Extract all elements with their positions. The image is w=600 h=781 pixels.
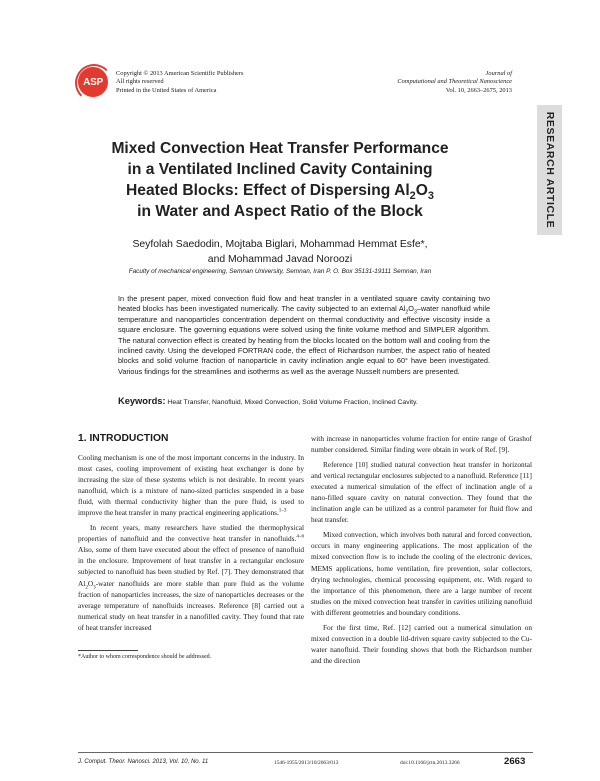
paragraph-text: Also, some of them have executed about the effect of presence of nanofluid in the enclosure. Improvement of heat transfer in a rectangular enclosure subjected to nanofluid has been studied by Ref. [7]. They demonstrated that Al <box>78 545 304 588</box>
title-sub: 2 <box>409 190 416 203</box>
paragraph: Mixed convection, which involves both natural and forced convection, occurs in many engineering applications. The most application of the mixed convection flow is to include the cooling of the electronic devices, MEMS applications, home ventilation, fire prevention, solar collectors, drying technologies, chemical processing equipment, etc. With regard to the importance of this phenomenon, there are a large number of recent studies on the mixed convection heat transfer in cavities utilizing nanofluid with different geometries and boundary conditions. <box>311 530 532 617</box>
formula-sub: 3 <box>93 583 96 590</box>
title-line4: in Water and Aspect Ratio of the Block <box>137 203 423 220</box>
left-column <box>78 433 304 637</box>
title-line1: Mixed Convection Heat Transfer Performance <box>111 140 449 157</box>
paragraph-text: O <box>87 578 94 588</box>
paragraph: with increase in nanoparticles volume fraction for entire range of Grashof number considered. Similar finding were obtain in work of Ref. [9]. <box>311 434 532 455</box>
abstract-text: In the present paper, mixed convection fluid flow and heat transfer in a ventilated square cavity containing two heated blocks has been investigated numerically. The cavity subjected to an external Al <box>118 294 490 314</box>
author-list <box>80 238 480 267</box>
paragraph-text: In recent years, many researchers have studied the thermophysical properties of nanofluid and the convective heat transfer in nanofluids. <box>78 523 304 544</box>
footer-issn: 1546-1955/2013/10/2663/013 <box>274 760 339 766</box>
paragraph-text: -water nanofluids are more stable than pure fluid as the volume fraction of nanoparticles increases, the size of nanoparticles decreases or the average temperature of nanofluids increases. Reference [8] carried out a numerical study on heat transfer in a nanofilled cavity. They found that rate of heat transfer increased <box>78 578 304 632</box>
title-line3 <box>80 180 480 201</box>
keywords-label: Keywords: <box>118 396 166 406</box>
paragraph-text: Cooling mechanism is one of the most important concerns in the industry. In most cases, cooling improvement of existing heat exchanger is done by increasing the size of these systems which is not desirable. In recent years nanofluid, which is a mixture of nano-sized particles suspended in a base fluid, with thermal conductivity higher than the pure fluid, is used to improve the heat transfer in many practical engineering applications. <box>78 453 304 518</box>
footer-doi: doi:10.1166/jctn.2013.3266 <box>400 760 460 766</box>
journal-line1: Journal of <box>485 70 512 77</box>
abstract-sub: 3 <box>413 309 417 316</box>
page-number: 2663 <box>504 756 526 767</box>
keywords <box>118 396 490 406</box>
formula-sub: 2 <box>85 583 88 590</box>
paragraph: Reference [10] studied natural convection heat transfer in horizontal and vertical rectangular enclosures subjected to a nanofluid. Reference [11] executed a numerical simulation of the effect of inclination angle of a nano-filled square cavity on natural convection. They found that the inclination angle can be utilized as a control parameter for fluid flow and heat transfer. <box>311 460 532 525</box>
footnote-divider <box>78 650 138 651</box>
paragraph: For the first time, Ref. [12] carried out a numerical simulation on mixed convection in a double lid-driven square cavity subjected to the Cu-water nanofluid. Their founding shows that both the Richardson number and the direction <box>311 622 532 665</box>
paragraph <box>78 452 304 518</box>
paper-title <box>80 138 480 222</box>
abstract-text: O <box>408 304 414 314</box>
footer-journal: J. Comput. Theor. Nanosci. 2013, Vol. 10, No. 11 <box>78 759 209 765</box>
right-column <box>311 433 532 670</box>
abstract-text: –water nanofluid while temperature and nanoparticles concentration dependent on thermal conductivity and effective viscosity inside a square enclosure. The governing equations were solved using the finite volume method and SIMPLER algorithm. The natural convection effect is created by heating from the blocks located on the bottom wall and cooling from the inclined cavity. Using the developed FORTRAN code, the effect of Richardson number, the aspect ratio of heated blocks and solid volume fraction of nanoparticle in cavity inclination angle equal to 60° have been investigated. Various findings for the streamlines and isotherms as well as the average Nusselt numbers are presented. <box>118 304 491 376</box>
logo-swoosh <box>75 64 113 102</box>
research-article-tab <box>537 105 562 235</box>
side-label: RESEARCH ARTICLE <box>543 111 556 229</box>
logo-text: ASP <box>83 76 103 88</box>
title-line3-text: Heated Blocks: Effect of Dispersing Al <box>126 182 410 199</box>
footnote: *Author to whom correspondence should be addressed. <box>78 654 212 660</box>
title-line2: in a Ventilated Inclined Cavity Containing <box>127 161 433 178</box>
journal-name: Computational and Theoretical Nanoscience <box>397 78 512 86</box>
publisher-logo <box>78 67 108 97</box>
journal-info <box>397 70 512 95</box>
rights-line: All rights reserved <box>116 78 164 86</box>
copyright-block <box>116 70 244 95</box>
paragraph <box>78 522 304 632</box>
affiliation: Faculty of mechanical engineering, Semnan University, Semnan, Iran P. O. Box 35131-19111 Semnan, Iran <box>128 268 432 275</box>
authors-line2: and Mohammad Javad Noroozi <box>207 253 353 265</box>
abstract-sub: 2 <box>405 309 409 316</box>
citation: 1–3 <box>278 507 287 514</box>
section-heading: 1. INTRODUCTION <box>78 433 169 444</box>
title-sub: 3 <box>427 190 434 203</box>
printed-line: Printed in the United States of America <box>116 86 217 94</box>
citation: 4–6 <box>296 533 304 540</box>
copyright-line: Copyright © 2013 American Scientific Publishers <box>116 70 244 77</box>
keywords-text: Heat Transfer, Nanofluid, Mixed Convection, Solid Volume Fraction, Inclined Cavity. <box>167 399 418 406</box>
authors-line1: Seyfolah Saedodin, Mojtaba Biglari, Mohammad Hemmat Esfe*, <box>132 239 428 250</box>
footer-divider <box>78 752 533 753</box>
journal-volume: Vol. 10, 2663–2675, 2013 <box>445 86 512 94</box>
abstract <box>118 294 490 377</box>
title-line3-o: O <box>415 182 428 199</box>
